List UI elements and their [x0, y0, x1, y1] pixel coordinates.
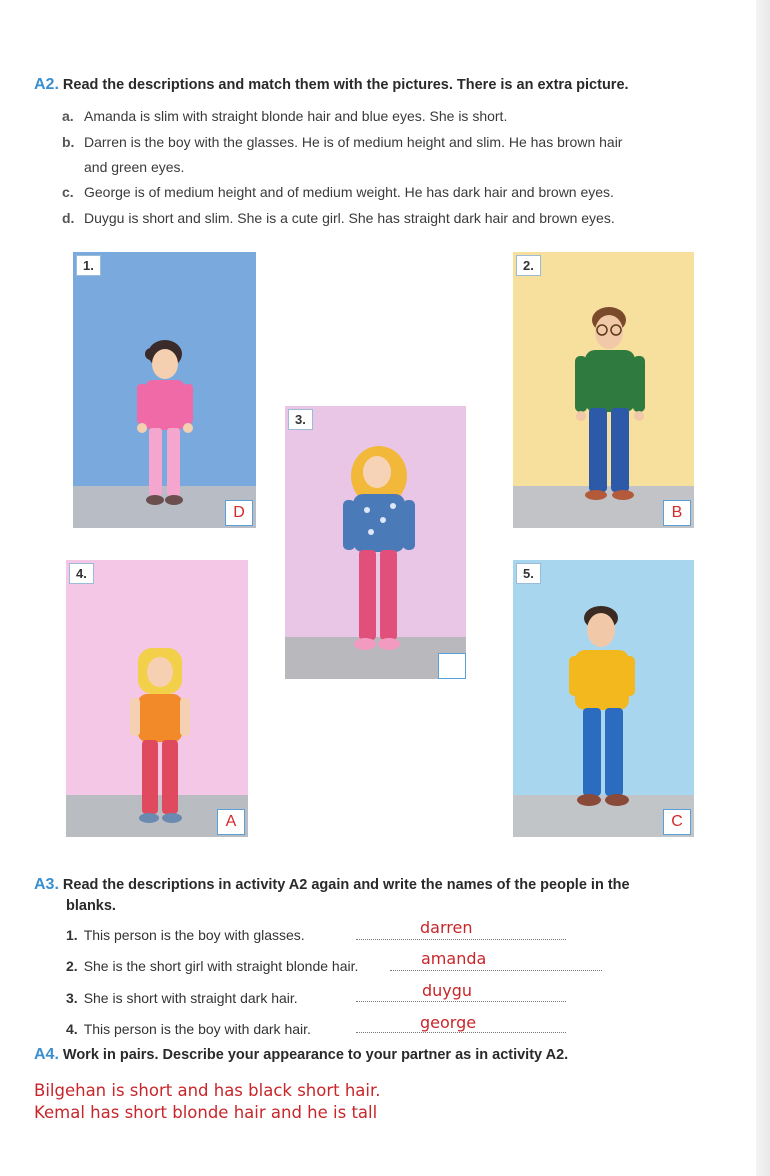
handwritten-answer: amanda [421, 949, 487, 968]
a3-heading [34, 876, 630, 894]
boy-with-glasses-figure [513, 252, 694, 528]
answer-box[interactable]: D [225, 500, 253, 526]
item-number: 1. [66, 927, 78, 943]
description-letter: a. [62, 108, 74, 124]
item-text: This person is the boy with glasses. [83, 927, 305, 943]
description-b [62, 130, 702, 180]
answer-blank[interactable] [356, 1001, 566, 1002]
page-edge [756, 0, 770, 1176]
handwritten-answer: duygu [422, 981, 473, 1000]
item-text: She is short with straight dark hair. [83, 990, 298, 1006]
a4-instruction: Work in pairs. Describe your appearance to your partner as in activity A2. [62, 1047, 569, 1063]
a3-number: A3. [34, 876, 59, 893]
picture-number: 1. [76, 255, 101, 276]
picture-3 [285, 406, 466, 679]
boy-dark-hair-figure [513, 560, 694, 837]
item-number: 3. [66, 990, 78, 1006]
description-text: George is of medium height and of medium weight. He has dark hair and brown eyes. [84, 184, 614, 200]
item-number: 4. [66, 1021, 78, 1037]
handwritten-answer: george [420, 1013, 477, 1032]
picture-number: 3. [288, 409, 313, 430]
picture-2 [513, 252, 694, 528]
description-d [62, 206, 702, 231]
answer-blank[interactable] [356, 939, 566, 940]
handwritten-note-2: Kemal has short blonde hair and he is tall [34, 1103, 378, 1122]
a3-item-4 [66, 1021, 311, 1037]
item-text: She is the short girl with straight blonde hair. [83, 958, 359, 974]
a4-number: A4. [34, 1046, 59, 1063]
description-text: Duygu is short and slim. She is a cute girl. She has straight dark hair and brown eyes. [84, 210, 615, 226]
girl-straight-blonde-hair-figure [66, 560, 248, 837]
answer-box[interactable]: B [663, 500, 691, 526]
a3-item-2 [66, 958, 358, 974]
answer-box[interactable]: A [217, 809, 245, 835]
answer-box[interactable]: C [663, 809, 691, 835]
description-letter: b. [62, 134, 75, 150]
description-a [62, 104, 702, 129]
answer-blank[interactable] [356, 1032, 566, 1033]
answer-box[interactable] [438, 653, 466, 679]
answer-blank[interactable] [390, 970, 602, 971]
picture-5 [513, 560, 694, 837]
a3-item-1 [66, 927, 305, 943]
picture-number: 5. [516, 563, 541, 584]
picture-number: 4. [69, 563, 94, 584]
picture-1 [73, 252, 256, 528]
picture-4 [66, 560, 248, 837]
item-text: This person is the boy with dark hair. [83, 1021, 311, 1037]
a2-heading [34, 76, 629, 94]
girl-curly-blonde-hair-figure [285, 406, 466, 679]
girl-dark-hair-figure [73, 252, 256, 528]
description-c [62, 180, 702, 205]
description-text: Amanda is slim with straight blonde hair and blue eyes. She is short. [84, 108, 508, 124]
a3-instruction: Read the descriptions in activity A2 again and write the names of the people in the [62, 877, 630, 893]
picture-number: 2. [516, 255, 541, 276]
a2-instruction: Read the descriptions and match them with the pictures. There is an extra picture. [62, 77, 629, 93]
description-text: Darren is the boy with the glasses. He is of medium height and slim. He has brown hair [84, 134, 623, 150]
item-number: 2. [66, 958, 78, 974]
description-text-continued: and green eyes. [84, 159, 185, 175]
a2-number: A2. [34, 76, 59, 93]
description-letter: c. [62, 184, 74, 200]
a4-heading [34, 1046, 568, 1064]
handwritten-answer: darren [420, 918, 473, 937]
a3-item-3 [66, 990, 298, 1006]
a3-instruction-continued: blanks. [66, 898, 116, 914]
description-letter: d. [62, 210, 75, 226]
handwritten-note-1: Bilgehan is short and has black short hair. [34, 1081, 381, 1100]
